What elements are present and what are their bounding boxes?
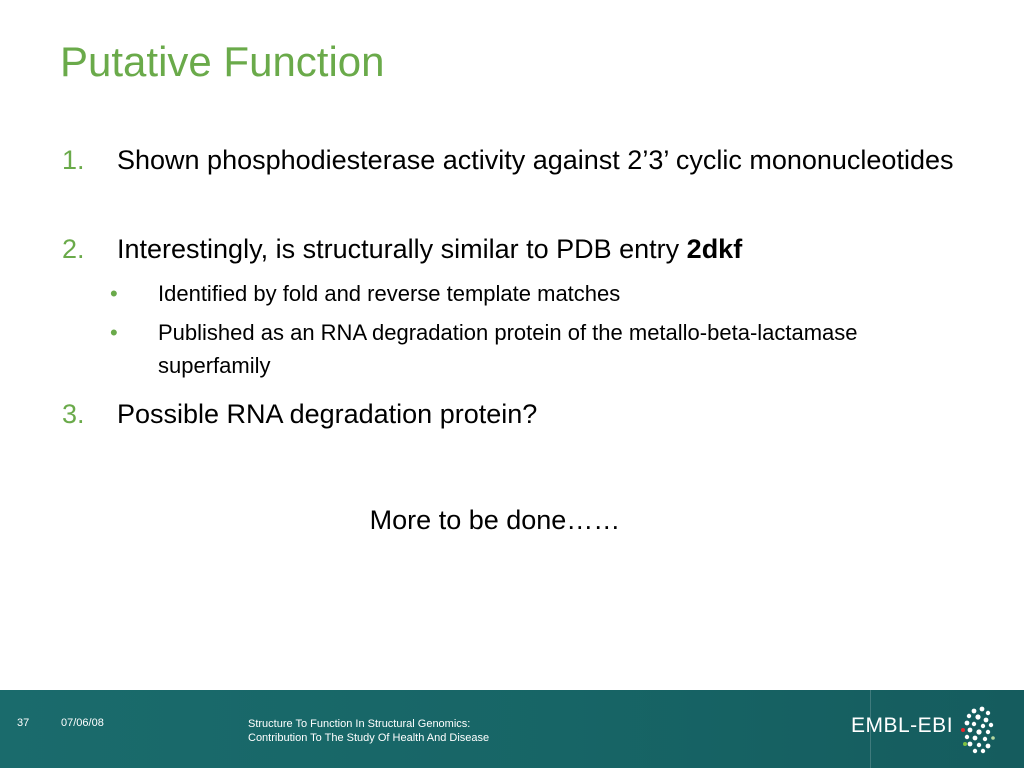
footer-bar: [0, 690, 1024, 768]
bullet-text: Identified by fold and reverse template matches: [158, 281, 621, 306]
footer-caption: [248, 717, 489, 745]
slide-date: 07/06/08: [61, 717, 104, 729]
item-text-plain: Interestingly, is structurally similar to PDB entry: [117, 234, 687, 264]
bullet-text: Published as an RNA degradation protein of the metallo-beta-lactamase superfamily: [158, 320, 858, 378]
closing-note: More to be done……: [369, 505, 621, 535]
item-number: 2.: [62, 234, 85, 264]
slide-number: 37: [17, 717, 30, 729]
pdb-entry-id: 2dkf: [686, 234, 743, 264]
item-text: Shown phosphodiesterase activity against 2’3’ cyclic mononucleotides: [117, 145, 954, 175]
item-number: 3.: [62, 399, 85, 429]
item-text: [117, 229, 957, 269]
footer-caption-line-2: Contribution To The Study Of Health And Disease: [248, 732, 490, 744]
footer-caption-line-1: Structure To Function In Structural Genomics:: [248, 718, 471, 730]
item-number: 1.: [62, 145, 85, 175]
embl-ebi-logo-text: EMBL-EBI: [851, 714, 954, 737]
bullet-icon: •: [110, 320, 118, 345]
embl-ebi-logo-icon: [955, 705, 1005, 755]
item-text: Possible RNA degradation protein?: [117, 399, 538, 429]
bullet-icon: •: [110, 281, 118, 306]
slide-title: Putative Function: [60, 38, 385, 85]
